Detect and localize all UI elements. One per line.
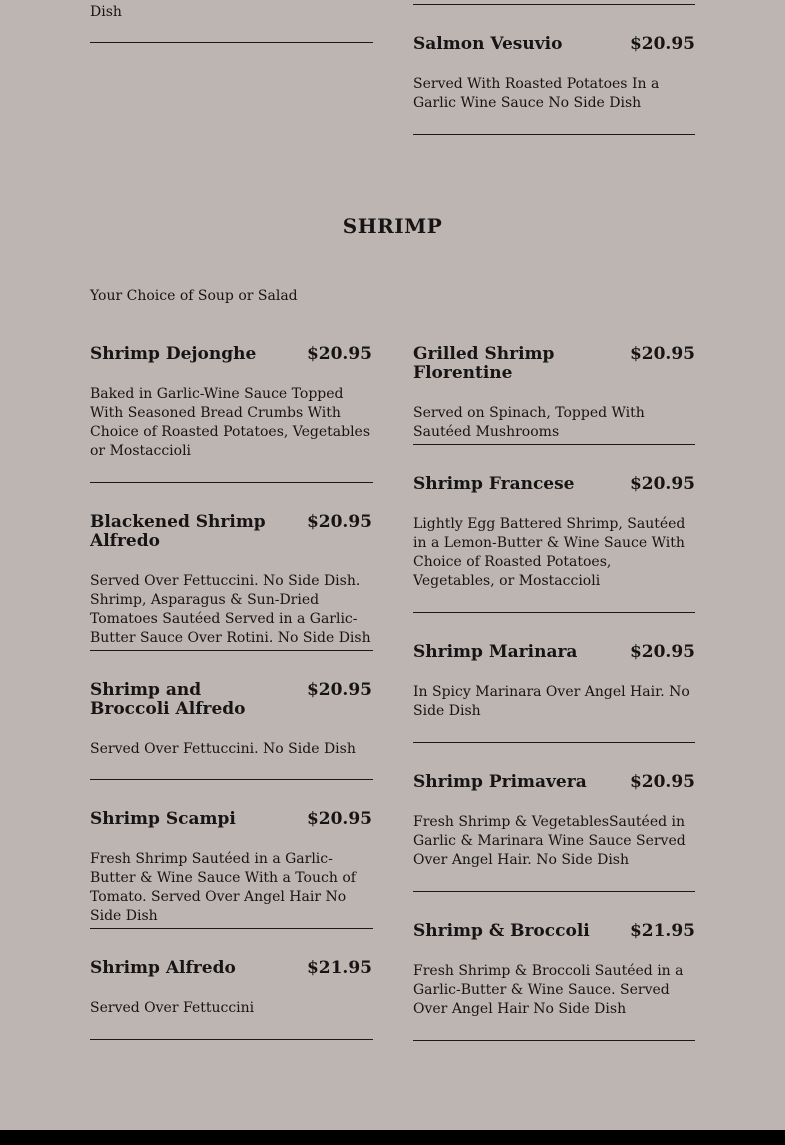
menu-item-description: Served With Roasted Potatoes In a Garlic Wine Sauce No Side Dish [413,76,660,111]
menu-item-name: Shrimp Scampi [90,809,236,829]
menu-item-name: Salmon Vesuvio [413,34,563,54]
menu-item-shrimp-primavera [413,773,695,870]
menu-item-price: $20.95 [629,34,695,54]
divider [413,612,695,613]
menu-item-name: Shrimp Alfredo [90,958,236,978]
menu-item-price: $20.95 [306,680,372,700]
divider [413,134,695,135]
menu-item-shrimp-francese [413,475,695,591]
menu-item-description: Served on Spinach, Topped With Sautéed Mushrooms [413,405,645,440]
menu-item-price: $20.95 [629,642,695,662]
divider [413,4,695,5]
menu-item-description: Baked in Garlic-Wine Sauce Topped With Seasoned Bread Crumbs With Choice of Roasted Potatoes, Vegetables or Mostaccioli [90,386,371,459]
menu-item-shrimp-scampi [90,810,372,926]
menu-item-shrimp-marinara [413,643,695,721]
menu-item-shrimp-alfredo [90,959,372,1018]
menu-item-name: Shrimp & Broccoli [413,921,590,941]
divider [413,891,695,892]
menu-item-name: Shrimp and Broccoli Alfredo [90,680,246,719]
divider [90,42,373,43]
section-note: Your Choice of Soup or Salad [90,288,298,304]
divider [90,1039,373,1040]
divider [413,1040,695,1041]
menu-item-price: $20.95 [306,344,372,364]
menu-item-description: Fresh Shrimp & VegetablesSautéed in Garlic & Marinara Wine Sauce Served Over Angel Hair. No Side Dish [413,814,686,868]
section-title-shrimp: SHRIMP [342,214,443,238]
menu-item-name: Shrimp Marinara [413,642,578,662]
menu-item-description: Fresh Shrimp Sautéed in a Garlic-Butter & Wine Sauce With a Touch of Tomato. Served Over Angel Hair No Side Dish [90,851,356,924]
menu-item-price: $20.95 [629,344,695,364]
divider [413,742,695,743]
divider [90,779,373,780]
menu-item-price: $20.95 [629,772,695,792]
menu-item-name: Blackened Shrimp Alfredo [90,512,266,551]
menu-item-name: Grilled Shrimp Florentine [413,344,555,383]
menu-item-price: $20.95 [629,474,695,494]
menu-item-shrimp-dejonghe [90,345,372,461]
menu-item-description: Served Over Fettuccini. No Side Dish. Shrimp, Asparagus & Sun-Dried Tomatoes Sautéed Served in a Garlic-Butter Sauce Over Rotini. No Side Dish [90,573,371,646]
menu-item-grilled-shrimp-florentine [413,345,695,442]
menu-item-blackened-shrimp-alfredo [90,513,372,648]
divider [90,928,373,929]
menu-item-name: Shrimp Francese [413,474,575,494]
menu-item-description: Lightly Egg Battered Shrimp, Sautéed in a Lemon-Butter & Wine Sauce With Choice of Roasted Potatoes, Vegetables, or Mostaccioli [413,516,686,589]
divider [90,482,373,483]
menu-item-shrimp-and-broccoli-alfredo [90,681,372,759]
menu-item-description: Served Over Fettuccini. No Side Dish [90,741,356,757]
menu-item-description: In Spicy Marinara Over Angel Hair. No Side Dish [413,684,690,719]
menu-item-price: $21.95 [629,921,695,941]
menu-item-description: Served Over Fettuccini [90,1000,255,1016]
menu-item-name: Shrimp Dejonghe [90,344,257,364]
divider [90,650,373,651]
menu-item-price: $21.95 [306,958,372,978]
divider [413,444,695,445]
previous-item-description-tail: Dish [90,4,122,20]
menu-item-price: $20.95 [306,809,372,829]
menu-item-price: $20.95 [306,512,372,532]
menu-item-description: Fresh Shrimp & Broccoli Sautéed in a Garlic-Butter & Wine Sauce. Served Over Angel Hair No Side Dish [413,963,684,1017]
menu-item-salmon-vesuvio [413,35,695,113]
menu-item-name: Shrimp Primavera [413,772,587,792]
menu-item-shrimp-and-broccoli [413,922,695,1019]
footer-bar [0,1130,785,1145]
